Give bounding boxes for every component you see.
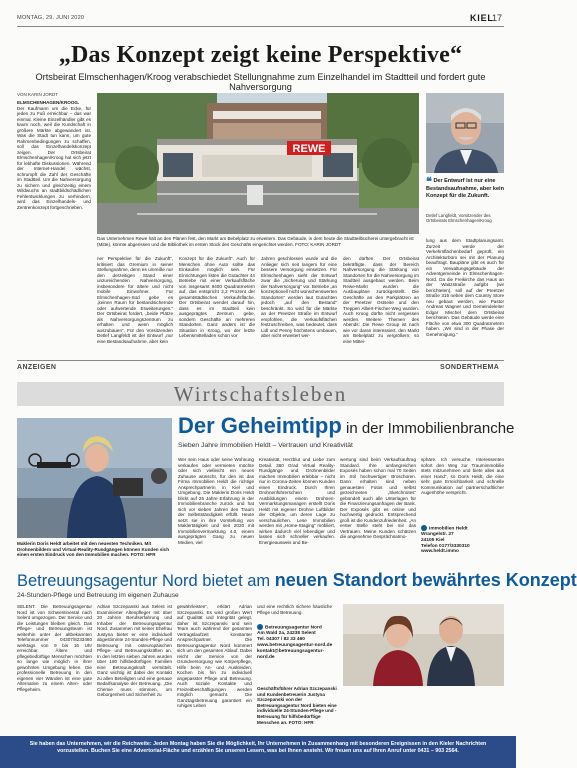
- article-column-6: lung aus dem Stadtplanungsamt. Zurzeit werde der Verkehrsflächenbedarf geprüft, ein Architekturbüro sei mit der Planung beauftragt. Baupläne gibt es auch für ein Verwaltungsgebäude der Adventgemeinde in Elmschenhagen-Nord. Da die Freikirche das Haus an der Waitzstraße aufgibt (wir berichteten), soll auf der Preetzer Straße 315 neben dem Country Store neu gebaut werden, wie Pastor Andreas Wagner und Gemeindeleiter Edgar Mischel dem Ortsbeirat berichteten. Das Gebäude werde eine Fläche von etwa 300 Quadratmetern haben. „Wir sind in der Phase der Genehmigung.“: [426, 238, 504, 337]
- realtor-column-1: Wer sein Haus oder seine Wohnung verkaufen oder vermieten möchte oder sich vielleicht ein neues Zuhause wünscht, für den ist das Firma Immobilien Heldt die richtige Ansprechpartnerin in Kiel und Umgebung. Die Maklerin Doris Heldt blickt auf 25 Jahre Erfahrung in der Immobilienbranche zurück und hat sich vor sieben Jahren den Traum der Selbstständigkeit erfüllt. Heute setzt sie in ihre Vorstellung von Maklertätigkeit und seit 2020 mit Immobilienvermarktung 4.0, einem ausgeprägten Gang zu neuen Medien, viel: [178, 457, 254, 545]
- page-number: 17: [492, 13, 503, 23]
- realtor-contact-city: 24105 Kiel: [421, 537, 445, 543]
- realtor-drone-photo: [17, 418, 172, 538]
- care-contact-email: kontakt@betreuungsagentur-nord.de: [257, 648, 325, 660]
- realtor-ad-headline: [178, 413, 514, 439]
- realtor-contact-phone: Telefon 0177/3330310: [421, 543, 470, 549]
- realtor-contact-name: Immobilien Heldt: [421, 525, 504, 532]
- care-column-4: und eine rechtlich sichere häusliche Pflege und Betreuung.: [257, 604, 332, 615]
- care-contact-box: [257, 624, 339, 661]
- realtor-column-3: wertung sind beim Verkaufsauftrag Standard. Ihre umfangreichen Exposés haben schon mal 70 Seiten im Stil hochwertiger Broschüren. Dann erhalten sind neben genauesten Fotos und selbst gezeichneten „Sketchnotes“ gebündelt auch alle Unterlagen für die Finanzierungsanfragen der Bank. Der Exposés gibt es online und hochwertig gedruckt. Entsprechend groß ist die Kundenzufriedenheit. „An erster Stelle steht bei mir das Vertrauen. Meine Kunden schätzen die angenehme Gesprächsatmo-: [340, 457, 416, 539]
- portrait-photo: [426, 93, 504, 173]
- realtor-photo-caption: [17, 541, 172, 558]
- quote-mark-icon: ❝: [426, 176, 432, 188]
- realtor-column-2: Kreativität, Herzblut und Liebe zum Detail. 360 Grad Virtual Reality-Rundgänge und Drohnenbilder machen Immobilien erlebbar – nicht nur in Corona-Zeiten können Kunden einen Eindruck. Durch Ihren Drohnenführerschein und Ausbildungen einem Drohnen-Vermarktungsmanagen erstellt Doris Heldt mit eigener Drohne Luftbilder der Objekte, um deren Lage zu verschaulichen. Lese Immobilien werden mit „Home-Staging“ möbliert, wirken dadurch viel lebendiger und lassen sich schneller verkaufen. Energieausweis und Be-: [259, 457, 335, 545]
- realtor-photo-credit: FOTO: HFR: [130, 552, 156, 558]
- pull-quote: [426, 178, 504, 199]
- pull-quote-source: Detlef Langfeldt, Vorsitzender des Ortsbeirats Elmschenhagen/Kroog: [426, 213, 492, 224]
- article-column-4: Jahren geschlossen wurde und die Anlieger sich seit langem für eine bessere Versorgung einsetzen. Für Elmschenhagen sieht der Entwurf zwar die „Sicherung und Stärkung der Nahversorgung“ vor. Betriebe „an konzeptionell nicht wünschenswerten Standorten“ werden laut Gutachten jedoch „auf den Bestand“ beschränkt. So wird für die Märkte an der Preetzer Straße im Entwurf empfohlen, die Verkaufsflächen festzuschreiben, was bedeutet, dass Lidl und Penny höchstens umbauen, aber nicht erweitert wer-: [261, 256, 337, 338]
- supermarket-photo: [97, 93, 419, 234]
- section-banner: Wirtschaftsleben: [17, 382, 504, 406]
- care-contact-name: Betreuungsagentur Nord: [257, 624, 339, 631]
- care-column-1: SELENT. Die Betreuungsagentur Nord ist von Schwentinental nach Selent umgezogen. Der Service und die Leistungen bleiben gleich. Das Pflege- und Betreuungsteam ist weiterhin unter der altbekannten Telefonnummer 04307/8233460 werktags von 9 bis 16 Uhr erreichbar. Ältere und pflegebedürftige Menschen möchten so lange wie möglich in ihrer gewohnten Umgebung leben. Die professionelle Betreuung in den eigenen vier Wänden ist eine gute Alternative zu einem Alten- oder Pflegeheim.: [17, 604, 92, 692]
- realtor-column-4: sphäre. Ich versuche, Interessenten sofort den Weg zur Traumimmobilie stets mitzunehmen und biete alles aus einer Hand“, so Doris Heldt, die eine sehr gute Erreichbarkeit und schnelle Kommunikation auf partnerschaftlicher Augenhöhe verspricht.: [421, 457, 504, 495]
- header-divider: [17, 26, 504, 27]
- realtor-ad-subheadline: Sieben Jahre Immobilien Heldt – Vertrauen und Kreativität: [178, 442, 353, 449]
- care-ad-subheadline: 24-Stunden-Pflege und Betreuung im eigenen Zuhause: [17, 592, 179, 599]
- care-photo-credit: FOTO: HFR: [288, 719, 314, 725]
- article-column-2: ner Perspektive für die Zukunft“, kritisiert das Gremium in seiner Stellungnahme, denn es umreiße nur den derzeitigen Stand einer unzureichenden Nahversorgung, insbesondere für ältere und nicht mobile Einwohner. Für Elmschenhagen-Süd gebe es „keinen Raum für bestandsichernde oder aufwertende Erweiterungen.“ Der Ortsbeirat fordert, „beide Plätze als Nahversorgungszentrum zu erhalten und wenn möglich auszubauen“. Für den Vorsitzenden Detlef Langfeldt ist der Entwurf „nur eine Bestandsaufnahme, aber kein: [97, 256, 173, 344]
- pull-quote-text: Der Entwurf ist nur eine Bestandsaufnahme, aber kein Konzept für die Zukunft.: [426, 178, 504, 199]
- care-caption-text: Geschäftsführer Adrian Szczepanski und Kundenbetreuerin Justyna Szczepanski von der Betreuungsagentur Nord bieten eine individuelle 24-Stunden-Pflege und -Betreuung für hilfsbedürftige Menschen an.: [257, 686, 337, 725]
- realtor-headline-bold: Der Geheimtipp: [178, 413, 342, 438]
- main-photo-credit: FOTO: KARIN JORDT: [295, 241, 342, 247]
- realtor-contact-web: www.heldt.immo: [421, 549, 459, 555]
- care-contact-street: Am Wald 2a, 24238 Selent: [257, 631, 316, 637]
- care-logo-icon: [257, 624, 263, 630]
- ads-divider: [17, 360, 504, 361]
- realtor-contact-street: Wrangelstr. 27: [421, 532, 454, 538]
- realtor-logo-icon: [421, 525, 427, 531]
- rewe-sign-text: REWE: [292, 143, 326, 155]
- realtor-caption-text: Maklerin Doris Heldt arbeitet mit den neuesten Techniken. Mit Drohnenbildern und Virtual-Reality-Rundgängen können Kunden sich einen ersten Eindruck von den Immobilien machen.: [17, 541, 170, 558]
- ads-label: ANZEIGEN: [17, 364, 57, 371]
- care-column-2: Adrian Szczepanski aus Selent ist Examinierter Altenpfleger mit über 20 Jahren Berufserfahrung und Inhaber der Betreuungsagentur Nord. Zusammen mit seiner Ehefrau Justyna bietet er eine individuell abgestimmte 24-Stunden-Pflege und Betreuung mit osteuropäischen Pflege- und Betreuungskräften an. In den letzten sieben Jahren wurden über 180 hilfsbedürftigen Familien eine Betreuungskraft vermittelt. Ganz wichtig ist dabei der Kontakt zu allen Beteiligten und eine genaue Bedarfsanalyse der Betreuung. „Die Chemie muss stimmen, um Geborgenheit und Sicherheit zu: [97, 604, 172, 697]
- article-column-1: [17, 100, 91, 347]
- article-dateline: ELMSCHENHAGEN/KROOG.: [17, 100, 80, 105]
- care-photo-caption: [257, 686, 339, 725]
- care-owners-photo: [343, 604, 504, 686]
- article-text-1: Der Kaufmann um die Ecke, für jeden zu Fuß erreichbar – das war einmal. Kleine Einzelhändler gibt es kaum noch, weil die Kundschaft in größere Märkte abgewandert ist. Was die Stadt tun kann, um gute Rahmenbedingungen zu schaffen, soll das Einzelhandelskonzept zeigen. Der Ortsbeirat Elmschenhagen/Kroog hat sich jetzt für lebhafte Diskussionen. Während der Internet-Handel wächst, schrumpft die Zahl der Geschäfte im Stadtteil. Um die Nahversorgung zu sichern und gleichzeitig einem Wildwuchs an stadtbildschädlichen Fehlentwicklungen zu verhindern, wird das Einzelhandels- und Zentrenkonzept fortgeschrieben.: [17, 105, 91, 210]
- main-photo-caption: [97, 236, 419, 247]
- realtor-headline-rest: in der Immobilienbranche: [341, 420, 515, 437]
- issue-date: MONTAG, 29. JUNI 2020: [17, 15, 85, 21]
- article-column-3: Konzept für die Zukunft“. Auch für Menschen ohne Auto sollte das Einkaufen möglich sein. Für Einrichtungen listen die Gutachter 44 Betriebe mit einer Verkaufsfläche von insgesamt 9400 Quadratmetern auf, das entspricht 2,2 Prozent der gesamtstädtischen Verkaufsfläche. Der Ortsbeirat wendet darauf hin, dass es im Stadtteil kein ausgeprägtes Zentrum gebe, sondern Geschäfte an mehreren Standorten. Ganz anders ist die Situation in Kroog, wo der letzte Lebensmittelladen schon vor: [179, 256, 255, 338]
- article-subheadline: Ortsbeirat Elmschenhagen/Kroog verabschiedet Stellungnahme zum Einzelhandel im Stadtteil und fordert gute Nahversorgung: [35, 72, 486, 92]
- care-contact-web: www.betreuungsagentur-nord.de: [257, 642, 333, 648]
- care-headline-light: Betreuungsagentur Nord bietet am: [17, 572, 275, 590]
- article-column-5: den dürften. Der Ortsbeirat bekräftigte, dass der Bereich Nahversorgung die Stärkung von Standorten für die Nahversorgung im Stadtteil ausgebaut werden. Beim Rewe-Markt wurden die Ausbaupläne zurückgestellt. Die Geschäfte an den Parkplätzen an der Preetzer Ostseite und den Treppen Albert-Fischer-Weg wurden. Auch Kroog dürfte nicht vergessen werden. Weitere Themen des Abends: Die Rewe Group ist nach wie vor daran interessiert, den Markt am Bebelplatz zu vergrößern, so eine Mittei-: [343, 256, 419, 344]
- article-byline: VON KARIN JORDT: [17, 92, 59, 97]
- realtor-contact-box: [421, 525, 504, 555]
- care-column-3: gewährleisten“, erklärt Adrian Szczepanski. Es wird großen Wert auf Qualität und Integrität gelegt, daher ist Szczepanski und sein Team auch während der gesamten Vertragslaufzeit konstanter Ansprechpartner. Die Betreuungsagentur Nord kümmert sich um den gesamten Ablauf. Dabei reicht der Service von der Grundversorgung wie Körperpflege, Hilfe beim An- und Auskleiden, Kochen bis hin zu individuell angepasster Pflege und Betreuung. Auch soziale Kontakte und Freizeitbeschäftigungen werden möglich gemacht. Die Ganztagsbetreuung garantiert ein ruhiges Leben: [177, 604, 252, 708]
- advertorial-footer: Sie haben das Unternehmen, wir die Reichweite: Jeden Montag haben Sie die Möglichkeit, Ihr Unternehmen in Zusammenhang mit besonderen Ereignissen in den Kieler Nachrichten vorzustellen. Buchen Sie eine Advertorial-Fläche und erzählen Sie unseren Lesern, was bei Ihnen ansteht. Wir freuen uns auf Ihren Anruf unter 0431 – 903 2564.: [0, 736, 516, 768]
- special-topic-label: SONDERTHEMA: [440, 364, 500, 371]
- section-city: KIEL: [470, 13, 494, 23]
- article-headline: „Das Konzept zeigt keine Perspektive“: [58, 42, 463, 68]
- care-ad-headline: [17, 570, 577, 591]
- care-headline-bold: neuen Standort bewährtes Konzept: [274, 570, 577, 590]
- care-contact-phone: Tel. 04307 / 82 33 460: [257, 637, 305, 643]
- main-photo-caption-text: Das Unternehmen Rewe hält an den Plänen fest, den Markt am Bebelplatz zu erweitern. Das Gebäude, in dem heute die Stadtteilbücherei untergebracht ist (Mitte), könnte abgerissen und die Bibliothek im ersten Stock des Geschäfts eingerichtet werden.: [97, 236, 414, 247]
